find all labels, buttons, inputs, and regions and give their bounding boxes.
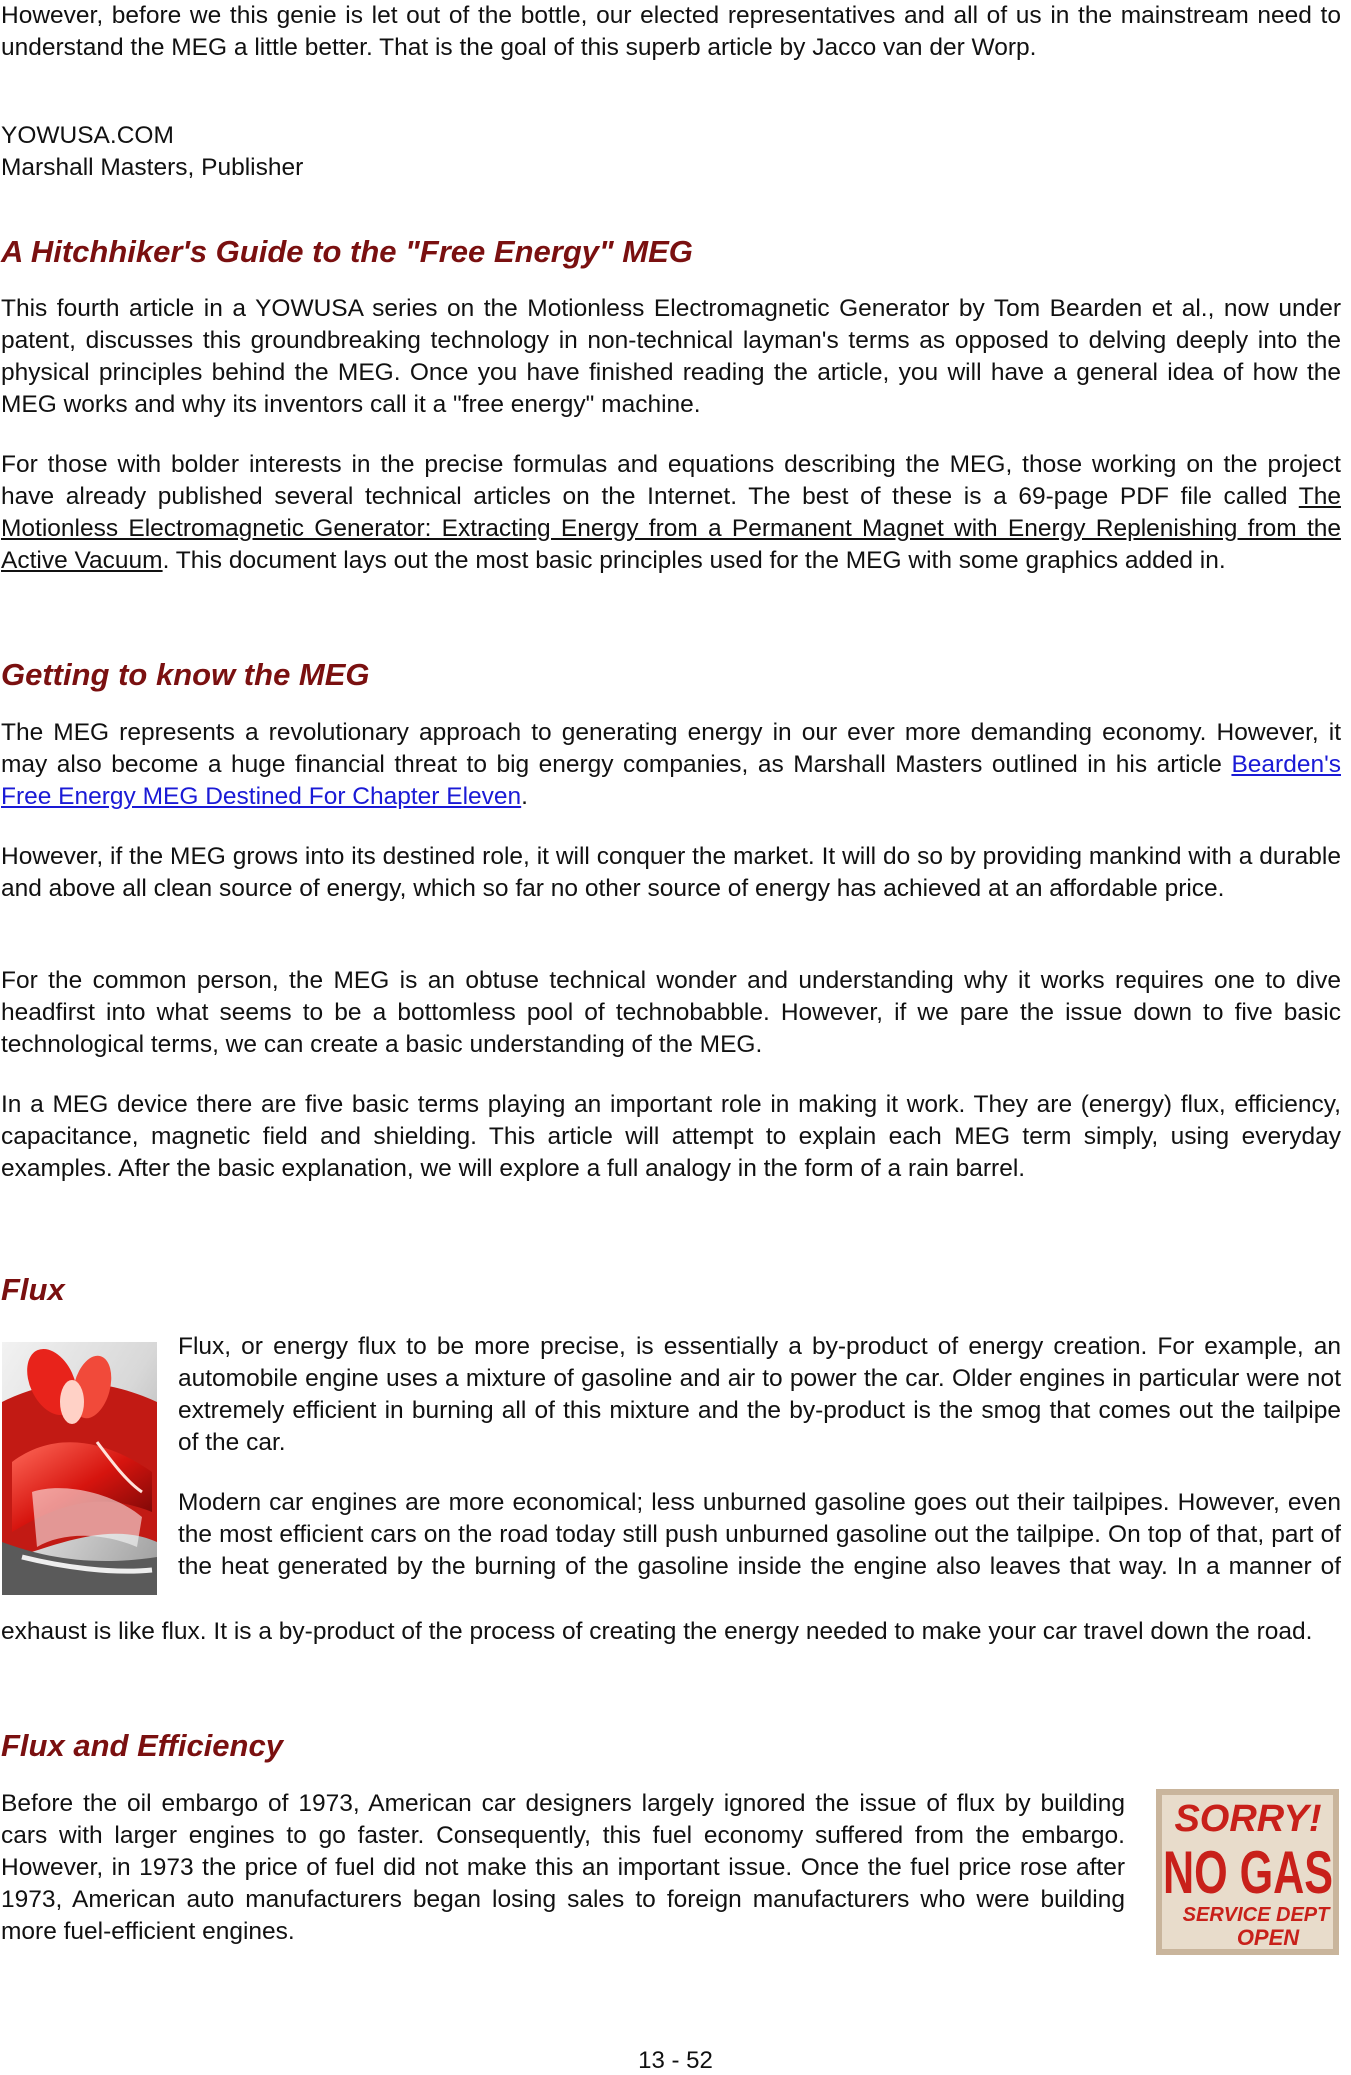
- section-heading: Getting to know the MEG: [1, 657, 370, 692]
- section-flux-efficiency: [1, 1727, 1341, 1765]
- flux-paragraph-2-continued: exhaust is like flux. It is a by-product of the process of creating the energy needed to make your car travel down the road.: [1, 1618, 1313, 1645]
- flux-paragraph-2-top: [178, 1487, 1341, 1583]
- section1-paragraph-1: This fourth article in a YOWUSA series on the Motionless Electromagnetic Generator by Tom Bearden et al., now under patent, discusses this groundbreaking technology in non-technical layman's terms as opposed to delving deeply into the physical principles behind the MEG. Once you have finished reading the article, you will have a general idea of how the MEG works and why its inventors call it a "free energy" machine.: [1, 295, 1341, 418]
- sign-line-3: SERVICE DEPT: [1182, 1904, 1330, 1926]
- paragraph-text: .: [521, 783, 528, 810]
- sign-line-4: OPEN: [1236, 1925, 1300, 1950]
- section-heading: Flux and Efficiency: [1, 1728, 283, 1763]
- page-number: 13 - 52: [638, 2047, 713, 2074]
- paragraph-text: . This document lays out the most basic principles used for the MEG with some graphics added in.: [162, 547, 1226, 574]
- flux-paragraph-1: Flux, or energy flux to be more precise, is essentially a by-product of energy creation. For example, an automobile engine uses a mixture of gasoline and air to power the car. Older engines in particular were not extremely efficient in burning all of this mixture and the by-product is the smog that comes out the tailpipe of the car.: [178, 1333, 1341, 1456]
- section2-body-1: [1, 717, 1341, 813]
- section2-body-2: [1, 841, 1341, 905]
- publisher-name: Marshall Masters, Publisher: [1, 154, 304, 181]
- pdf-title-link[interactable]: The Motionless Electromagnetic Generator: Extracting Energy from a Permanent Magnet with Energy Replenishing from the Active Vacuum: [1, 483, 1341, 574]
- section-flux: [1, 1271, 1341, 1309]
- section2-paragraph-1: [1, 717, 1341, 813]
- no-gas-sign-image: [1156, 1789, 1339, 1955]
- section1-paragraph-2: [1, 449, 1341, 577]
- car-taillight-picture: [2, 1342, 157, 1595]
- efficiency-paragraph: Before the oil embargo of 1973, American car designers largely ignored the issue of flux by building cars with larger engines to go faster. Consequently, this fuel economy suffered from the embargo. However, in 1973 the price of fuel did not make this an important issue. Once the fuel price rose after 1973, American auto manufacturers began losing sales to foreign manufacturers who were building more fuel-efficient engines.: [1, 1790, 1125, 1945]
- sign-line-2: NO GAS: [1163, 1839, 1333, 1906]
- no-gas-sign-picture: [1156, 1789, 1339, 1955]
- site-name: YOWUSA.COM: [1, 122, 174, 149]
- section-heading: Flux: [1, 1272, 65, 1307]
- paragraph-text: For those with bolder interests in the precise formulas and equations describing the MEG, those working on the project have already published several technical articles on the Internet. The best of these is a 69-page PDF file called: [1, 451, 1341, 510]
- intro-block: [1, 0, 1341, 64]
- efficiency-text-wrap: [1, 1788, 1125, 1948]
- section-hitchhikers-guide: [1, 233, 1341, 271]
- flux-text-wrap: [178, 1331, 1341, 1459]
- section1-body-2: [1, 449, 1341, 577]
- paragraph-text: The MEG represents a revolutionary approach to generating energy in our ever more demanding economy. However, it may also become a huge financial threat to big energy companies, as Marshall Masters outlined in his article: [1, 719, 1341, 778]
- section2-paragraph-2: However, if the MEG grows into its destined role, it will conquer the market. It will do so by providing mankind with a durable and above all clean source of energy, which so far no other source of energy has achieved at an affordable price.: [1, 843, 1341, 902]
- flux-paragraph-2: Modern car engines are more economical; less unburned gasoline goes out their tailpipes. However, even the most efficient cars on the road today still push unburned gasoline out the tailpipe. On top of that, part of the heat generated by the burning of the gasoline inside the engine also leaves that way. In a manner of: [178, 1489, 1341, 1580]
- section1-body: [1, 293, 1341, 421]
- flux-paragraph-2-bottom-lines: [1, 1616, 1341, 1648]
- section2-paragraph-4: In a MEG device there are five basic terms playing an important role in making it work. They are (energy) flux, efficiency, capacitance, magnetic field and shielding. This article will attempt to explain each MEG term simply, using everyday examples. After the basic explanation, we will explore a full analogy in the form of a rain barrel.: [1, 1091, 1341, 1182]
- section-getting-to-know: [1, 656, 1341, 694]
- section2-body-3: [1, 965, 1341, 1061]
- article-link[interactable]: Bearden's Free Energy MEG Destined For Chapter Eleven: [1, 751, 1341, 810]
- section-heading: A Hitchhiker's Guide to the "Free Energy" MEG: [1, 234, 693, 269]
- car-taillight-image: [2, 1342, 157, 1595]
- section2-body-4: [1, 1089, 1341, 1185]
- byline: [1, 120, 1341, 184]
- section2-paragraph-3: For the common person, the MEG is an obtuse technical wonder and understanding why it works requires one to dive headfirst into what seems to be a bottomless pool of technobabble. However, if we pare the issue down to five basic technological terms, we can create a basic understanding of the MEG.: [1, 967, 1341, 1058]
- sign-line-1: SORRY!: [1174, 1798, 1322, 1840]
- intro-paragraph: However, before we this genie is let out of the bottle, our elected representatives and all of us in the mainstream need to understand the MEG a little better. That is the goal of this superb article by Jacco van der Worp.: [1, 2, 1341, 61]
